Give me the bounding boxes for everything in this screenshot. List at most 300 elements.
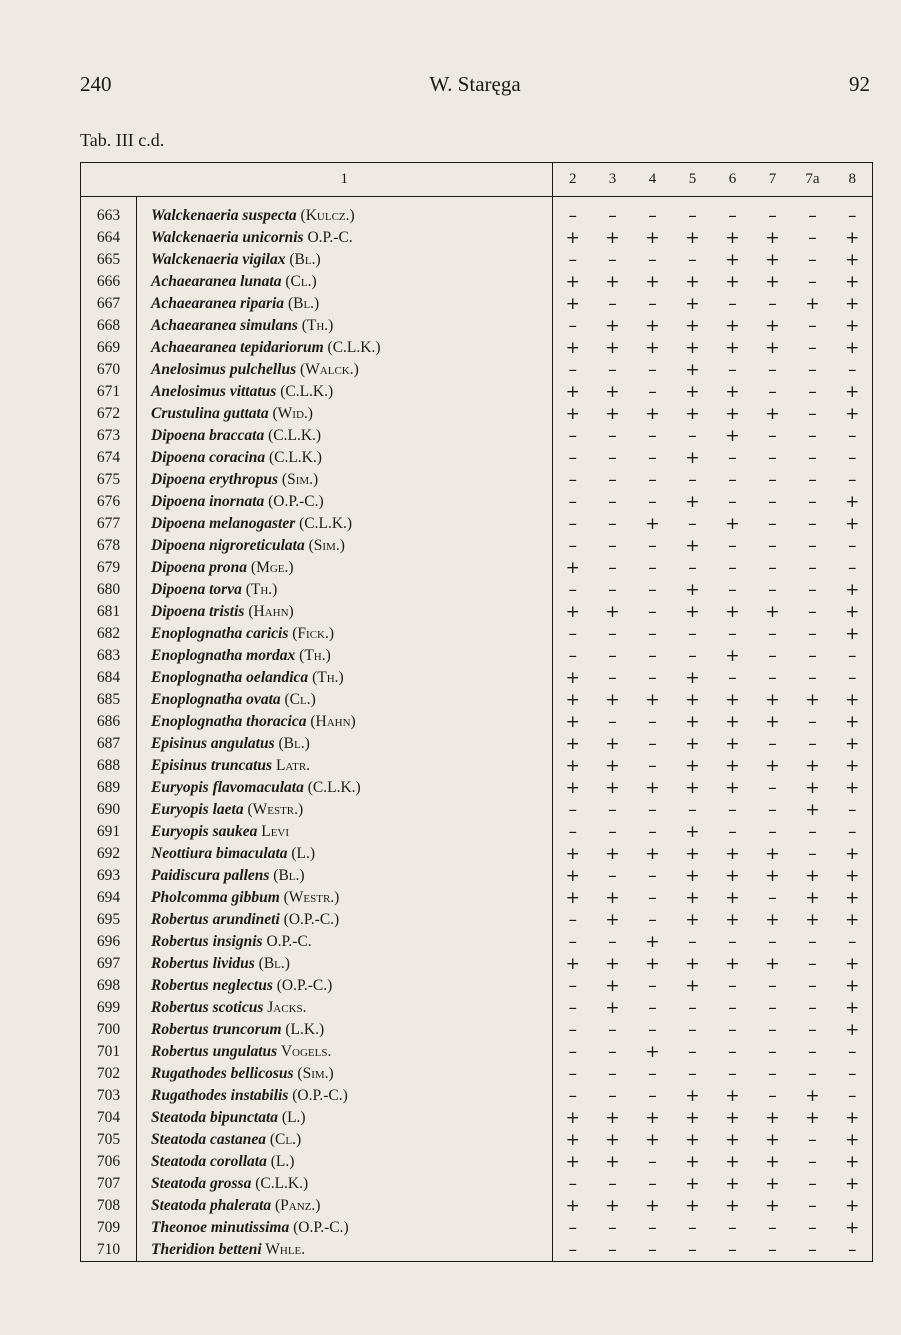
occurrence-col-4: – — [648, 1152, 657, 1172]
binomial: Dipoena inornata — [151, 493, 265, 510]
row-number: 696 — [81, 931, 137, 953]
occurrence-col-6: + — [725, 1086, 740, 1106]
occurrence-col-7a: – — [808, 712, 817, 732]
occurrence-col-5: + — [685, 1086, 700, 1106]
row-number: 691 — [81, 821, 137, 843]
occurrence-col-7a: + — [805, 1108, 820, 1128]
species-name — [137, 425, 553, 447]
table-row — [81, 197, 873, 228]
occurrence-col-2: + — [565, 690, 580, 710]
occurrence-col-6: – — [728, 800, 737, 820]
binomial: Robertus ungulatus — [151, 1043, 278, 1060]
occurrence-col-2: + — [565, 844, 580, 864]
species-author: (Hahn) — [306, 713, 356, 730]
species-author: (C.L.K.) — [303, 779, 361, 796]
species-name — [137, 799, 553, 821]
occurrence-col-7: + — [765, 712, 780, 732]
occurrence-col-8: – — [833, 535, 873, 557]
occurrence-col-6: – — [728, 624, 737, 644]
row-number: 675 — [81, 469, 137, 491]
species-name — [137, 293, 553, 315]
occurrence-col-8: + — [833, 1195, 873, 1217]
species-name — [137, 557, 553, 579]
occurrence-col-2: + — [565, 954, 580, 974]
binomial: Dipoena nigroreticulata — [151, 537, 305, 554]
row-number: 695 — [81, 909, 137, 931]
table-body — [81, 197, 873, 1262]
occurrence-col-7a: – — [808, 624, 817, 644]
occurrence-col-8: – — [833, 359, 873, 381]
occurrence-col-5: + — [685, 1152, 700, 1172]
binomial: Anelosimus vittatus — [151, 383, 277, 400]
table-row — [81, 667, 873, 689]
occurrence-col-6: + — [725, 514, 740, 534]
occurrence-col-4: – — [648, 1086, 657, 1106]
occurrence-col-3: – — [608, 646, 617, 666]
occurrence-col-7a: + — [805, 910, 820, 930]
occurrence-col-6: – — [728, 536, 737, 556]
occurrence-col-2: – — [568, 514, 577, 534]
occurrence-col-2: – — [568, 536, 577, 556]
occurrence-col-5: – — [688, 1218, 697, 1238]
binomial: Enoplognatha caricis — [151, 625, 289, 642]
occurrence-col-6: – — [728, 1218, 737, 1238]
occurrence-col-3: – — [608, 800, 617, 820]
species-author: Jacks. — [263, 999, 307, 1016]
table-row — [81, 1217, 873, 1239]
species-author: (Th.) — [297, 317, 334, 334]
occurrence-col-7a: – — [808, 1152, 817, 1172]
binomial: Robertus insignis — [151, 933, 263, 950]
occurrence-col-7a: – — [808, 536, 817, 556]
occurrence-col-3: + — [605, 888, 620, 908]
occurrence-col-6: – — [728, 932, 737, 952]
species-name — [137, 821, 553, 843]
occurrence-col-4: – — [648, 668, 657, 688]
species-name — [137, 623, 553, 645]
row-number: 692 — [81, 843, 137, 865]
occurrence-col-7a: – — [808, 998, 817, 1018]
occurrence-col-7: + — [765, 1152, 780, 1172]
table-row — [81, 293, 873, 315]
occurrence-col-5: + — [685, 910, 700, 930]
binomial: Robertus neglectus — [151, 977, 273, 994]
table-row — [81, 799, 873, 821]
occurrence-col-7a: – — [808, 338, 817, 358]
row-number: 698 — [81, 975, 137, 997]
occurrence-col-6: + — [725, 712, 740, 732]
occurrence-col-5: + — [685, 712, 700, 732]
occurrence-col-8: + — [833, 1107, 873, 1129]
occurrence-col-5: + — [685, 338, 700, 358]
occurrence-col-7a: – — [808, 448, 817, 468]
occurrence-col-2: + — [565, 712, 580, 732]
occurrence-col-7a: – — [808, 1130, 817, 1150]
occurrence-col-3: + — [605, 338, 620, 358]
occurrence-col-6: – — [728, 976, 737, 996]
row-number: 710 — [81, 1239, 137, 1262]
species-author: (Cl.) — [281, 273, 317, 290]
occurrence-col-7: + — [765, 228, 780, 248]
binomial: Dipoena tristis — [151, 603, 245, 620]
species-author: (L.) — [287, 845, 316, 862]
occurrence-col-7a: – — [808, 734, 817, 754]
binomial: Enoplognatha oelandica — [151, 669, 309, 686]
occurrence-col-7: – — [768, 206, 777, 226]
table-row — [81, 1041, 873, 1063]
table-row — [81, 1195, 873, 1217]
row-number: 668 — [81, 315, 137, 337]
occurrence-col-3: – — [593, 1239, 633, 1262]
occurrence-col-7a: – — [808, 206, 817, 226]
occurrence-col-8: – — [833, 557, 873, 579]
species-name — [137, 381, 553, 403]
table-row — [81, 491, 873, 513]
species-name — [137, 403, 553, 425]
binomial: Steatoda phalerata — [151, 1197, 272, 1214]
occurrence-col-3: – — [608, 206, 617, 226]
occurrence-col-7: – — [768, 998, 777, 1018]
occurrence-col-4: – — [648, 558, 657, 578]
occurrence-col-7: – — [768, 580, 777, 600]
species-author: (Cl.) — [265, 1131, 302, 1148]
binomial: Paidiscura pallens — [151, 867, 270, 884]
occurrence-col-5: + — [685, 580, 700, 600]
occurrence-col-8: + — [833, 579, 873, 601]
row-number: 667 — [81, 293, 137, 315]
row-number: 676 — [81, 491, 137, 513]
occurrence-col-4: – — [648, 910, 657, 930]
occurrence-col-8: + — [833, 271, 873, 293]
occurrence-col-6: + — [725, 404, 740, 424]
species-author: (Hahn) — [244, 603, 294, 620]
occurrence-col-8: + — [833, 315, 873, 337]
occurrence-col-3: + — [605, 404, 620, 424]
occurrence-col-7a: – — [793, 1239, 833, 1262]
row-number: 683 — [81, 645, 137, 667]
occurrence-col-7a: – — [808, 316, 817, 336]
occurrence-col-7: + — [765, 756, 780, 776]
occurrence-col-8: + — [833, 601, 873, 623]
row-number: 679 — [81, 557, 137, 579]
occurrence-col-3: + — [605, 756, 620, 776]
binomial: Robertus truncorum — [151, 1021, 282, 1038]
occurrence-col-6: + — [725, 734, 740, 754]
occurrence-col-3: – — [608, 250, 617, 270]
occurrence-col-6: + — [725, 1196, 740, 1216]
occurrence-col-3: – — [608, 712, 617, 732]
row-number: 686 — [81, 711, 137, 733]
occurrence-col-5: + — [685, 888, 700, 908]
species-name — [137, 689, 553, 711]
species-name — [137, 1151, 553, 1173]
occurrence-col-7: – — [768, 1020, 777, 1040]
occurrence-col-8: + — [833, 1129, 873, 1151]
occurrence-col-5: + — [685, 272, 700, 292]
row-number: 688 — [81, 755, 137, 777]
species-name — [137, 359, 553, 381]
occurrence-col-2: – — [568, 492, 577, 512]
occurrence-col-7a: – — [808, 272, 817, 292]
page-header — [80, 72, 870, 102]
occurrence-col-7: – — [768, 514, 777, 534]
species-name — [137, 1239, 553, 1262]
species-author: Whle. — [261, 1241, 306, 1258]
species-name — [137, 1107, 553, 1129]
species-author: (Bl.) — [269, 867, 305, 884]
occurrence-col-8: – — [833, 197, 873, 228]
binomial: Achaearanea lunata — [151, 273, 282, 290]
occurrence-col-4: – — [648, 756, 657, 776]
row-number: 674 — [81, 447, 137, 469]
binomial: Walckenaeria vigilax — [151, 251, 286, 268]
occurrence-col-3: – — [608, 514, 617, 534]
occurrence-col-5: + — [685, 316, 700, 336]
row-number: 693 — [81, 865, 137, 887]
occurrence-col-4: + — [645, 404, 660, 424]
row-number: 673 — [81, 425, 137, 447]
occurrence-col-4: – — [648, 206, 657, 226]
row-number: 699 — [81, 997, 137, 1019]
occurrence-col-5: – — [688, 624, 697, 644]
occurrence-col-7: – — [768, 778, 777, 798]
occurrence-col-3: – — [608, 558, 617, 578]
table-row — [81, 843, 873, 865]
occurrence-col-4: + — [645, 778, 660, 798]
occurrence-col-7a: + — [805, 888, 820, 908]
species-name — [137, 315, 553, 337]
occurrence-col-7: – — [768, 294, 777, 314]
occurrence-col-3: + — [605, 778, 620, 798]
header-col-3: 3 — [593, 163, 633, 197]
binomial: Rugathodes bellicosus — [151, 1065, 294, 1082]
occurrence-col-5: – — [688, 998, 697, 1018]
occurrence-col-2: + — [565, 294, 580, 314]
species-author: (O.P.-C.) — [264, 493, 324, 510]
occurrence-col-4: + — [645, 954, 660, 974]
occurrence-col-3: – — [608, 470, 617, 490]
binomial: Euryopis laeta — [151, 801, 244, 818]
table-row — [81, 315, 873, 337]
occurrence-col-6: + — [725, 866, 740, 886]
occurrence-col-2: – — [568, 250, 577, 270]
table-row — [81, 447, 873, 469]
occurrence-col-2: – — [568, 976, 577, 996]
occurrence-col-6: + — [725, 250, 740, 270]
header-col-1: 1 — [137, 163, 553, 197]
occurrence-col-2: – — [568, 1042, 577, 1062]
occurrence-col-2: + — [565, 734, 580, 754]
occurrence-col-5: + — [685, 866, 700, 886]
occurrence-col-6: – — [713, 1239, 753, 1262]
table-row — [81, 711, 873, 733]
row-number: 697 — [81, 953, 137, 975]
header-col-4: 4 — [633, 163, 673, 197]
binomial: Steatoda corollata — [151, 1153, 267, 1170]
occurrence-col-8: – — [833, 447, 873, 469]
species-author: (L.) — [266, 1153, 295, 1170]
table-row — [81, 535, 873, 557]
occurrence-col-5: – — [688, 426, 697, 446]
occurrence-col-6: + — [725, 756, 740, 776]
binomial: Crustulina guttata — [151, 405, 269, 422]
occurrence-col-6: – — [728, 558, 737, 578]
occurrence-col-7: – — [768, 800, 777, 820]
occurrence-col-2: + — [565, 382, 580, 402]
occurrence-col-6: + — [725, 1152, 740, 1172]
binomial: Achaearanea simulans — [151, 317, 298, 334]
table-row — [81, 227, 873, 249]
species-author: (O.P.-C.) — [289, 1219, 349, 1236]
occurrence-col-6: + — [725, 778, 740, 798]
species-name — [137, 909, 553, 931]
occurrence-col-7: + — [765, 338, 780, 358]
occurrence-col-2: + — [565, 338, 580, 358]
occurrence-col-7a: – — [808, 1218, 817, 1238]
species-name — [137, 667, 553, 689]
occurrence-col-4: – — [648, 624, 657, 644]
species-author: (C.L.K.) — [295, 515, 353, 532]
occurrence-col-3: – — [608, 1218, 617, 1238]
row-number: 706 — [81, 1151, 137, 1173]
occurrence-col-6: + — [725, 228, 740, 248]
occurrence-col-2: + — [565, 778, 580, 798]
occurrence-col-7: + — [765, 250, 780, 270]
table-row — [81, 1107, 873, 1129]
binomial: Euryopis flavomaculata — [151, 779, 304, 796]
occurrence-col-7: – — [768, 668, 777, 688]
occurrence-col-5: + — [685, 976, 700, 996]
occurrence-col-7a: – — [808, 1174, 817, 1194]
occurrence-col-5: – — [673, 1239, 713, 1262]
occurrence-col-5: – — [688, 1020, 697, 1040]
occurrence-col-5: + — [685, 1196, 700, 1216]
species-name — [137, 469, 553, 491]
species-name — [137, 601, 553, 623]
species-author: (Wid.) — [268, 405, 313, 422]
occurrence-col-3: – — [608, 1020, 617, 1040]
table-row — [81, 579, 873, 601]
table-row — [81, 601, 873, 623]
species-author: (Th.) — [295, 647, 331, 664]
table-row — [81, 689, 873, 711]
occurrence-col-4: – — [648, 602, 657, 622]
occurrence-col-8: + — [833, 733, 873, 755]
row-number: 681 — [81, 601, 137, 623]
occurrence-col-7: – — [768, 932, 777, 952]
occurrence-col-6: + — [725, 602, 740, 622]
occurrence-col-2: – — [568, 1020, 577, 1040]
occurrence-col-3: – — [608, 294, 617, 314]
species-author: Vogels. — [277, 1043, 332, 1060]
occurrence-col-2: – — [553, 1239, 593, 1262]
binomial: Achaearanea tepidariorum — [151, 339, 324, 356]
occurrence-col-5: + — [685, 228, 700, 248]
occurrence-col-8: + — [833, 381, 873, 403]
row-number: 689 — [81, 777, 137, 799]
occurrence-col-2: – — [568, 448, 577, 468]
row-number: 684 — [81, 667, 137, 689]
occurrence-col-8: – — [833, 799, 873, 821]
table-row — [81, 755, 873, 777]
occurrence-col-7: – — [768, 976, 777, 996]
occurrence-col-4: – — [648, 580, 657, 600]
occurrence-col-8: – — [833, 1239, 873, 1262]
species-author: (O.P.-C.) — [288, 1087, 348, 1104]
binomial: Enoplognatha ovata — [151, 691, 281, 708]
occurrence-col-3: – — [608, 1064, 617, 1084]
occurrence-col-2: – — [568, 646, 577, 666]
row-number: 694 — [81, 887, 137, 909]
occurrence-col-7a: – — [808, 1020, 817, 1040]
table-row — [81, 1173, 873, 1195]
row-number: 671 — [81, 381, 137, 403]
table-row — [81, 1019, 873, 1041]
species-author: (O.P.-C.) — [272, 977, 333, 994]
occurrence-col-4: + — [645, 228, 660, 248]
species-name — [137, 1217, 553, 1239]
header-col-2: 2 — [553, 163, 593, 197]
occurrence-col-6: + — [725, 316, 740, 336]
occurrence-col-8: – — [833, 821, 873, 843]
occurrence-col-5: – — [688, 646, 697, 666]
occurrence-col-5: + — [685, 294, 700, 314]
table-row — [81, 623, 873, 645]
occurrence-col-8: – — [833, 469, 873, 491]
occurrence-col-7: + — [765, 844, 780, 864]
occurrence-col-7a: – — [808, 954, 817, 974]
occurrence-col-7: – — [768, 1042, 777, 1062]
row-number: 682 — [81, 623, 137, 645]
header-col-7: 7 — [753, 163, 793, 197]
species-name — [137, 843, 553, 865]
occurrence-col-8: + — [833, 1019, 873, 1041]
occurrence-col-2: + — [565, 1108, 580, 1128]
occurrence-col-5: + — [685, 954, 700, 974]
occurrence-col-8: + — [833, 843, 873, 865]
occurrence-col-4: – — [648, 712, 657, 732]
occurrence-col-3: + — [605, 382, 620, 402]
occurrence-col-8: + — [833, 491, 873, 513]
species-name — [137, 1085, 553, 1107]
occurrence-col-3: + — [605, 1130, 620, 1150]
occurrence-col-2: – — [568, 932, 577, 952]
binomial: Steatoda bipunctata — [151, 1109, 279, 1126]
row-number: 677 — [81, 513, 137, 535]
occurrence-col-3: + — [605, 844, 620, 864]
occurrence-col-7: + — [765, 954, 780, 974]
species-name — [137, 271, 553, 293]
occurrence-col-4: – — [648, 1174, 657, 1194]
occurrence-col-5: + — [685, 492, 700, 512]
occurrence-col-3: – — [608, 822, 617, 842]
binomial: Episinus angulatus — [151, 735, 275, 752]
occurrence-col-6: + — [725, 910, 740, 930]
occurrence-col-7: – — [768, 558, 777, 578]
occurrence-col-8: + — [833, 887, 873, 909]
occurrence-col-8: + — [833, 975, 873, 997]
occurrence-col-4: + — [645, 272, 660, 292]
occurrence-col-2: + — [565, 404, 580, 424]
occurrence-col-8: + — [833, 513, 873, 535]
occurrence-col-7a: – — [808, 932, 817, 952]
occurrence-col-8: + — [833, 293, 873, 315]
occurrence-col-4: – — [648, 382, 657, 402]
occurrence-col-7a: + — [805, 800, 820, 820]
binomial: Achaearanea riparia — [151, 295, 285, 312]
occurrence-col-3: – — [608, 866, 617, 886]
binomial: Neottiura bimaculata — [151, 845, 288, 862]
